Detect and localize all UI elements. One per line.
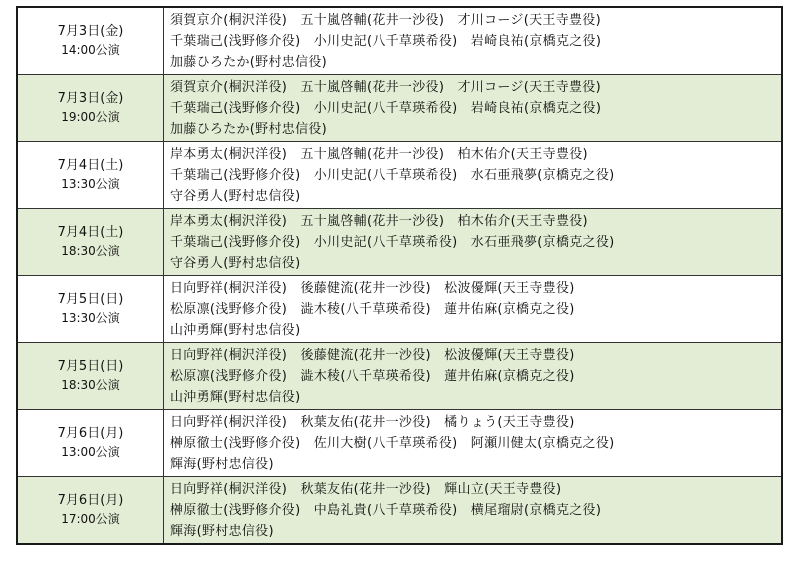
performance-time: 13:30公演	[61, 177, 120, 191]
cast-line: 岸本勇太(桐沢洋役) 五十嵐啓輔(花井一沙役) 柏木佑介(天王寺豊役)	[170, 213, 588, 229]
performance-date: 7月6日(月)	[57, 493, 124, 508]
cast-line: 日向野祥(桐沢洋役) 秋葉友佑(花井一沙役) 輝山立(天王寺豊役)	[170, 481, 562, 497]
cast-line: 松原凛(浅野修介役) 澁木稜(八千草瑛希役) 蓮井佑麻(京橋克之役)	[170, 368, 575, 384]
cast-cell	[164, 7, 783, 75]
date-cell	[17, 209, 164, 276]
performance-row	[17, 75, 782, 142]
cast-line: 山沖勇輝(野村忠信役)	[170, 389, 301, 405]
performance-row	[17, 142, 782, 209]
cast-line: 千葉瑞己(浅野修介役) 小川史記(八千草瑛希役) 水石亜飛夢(京橋克之役)	[170, 234, 615, 250]
cast-line: 千葉瑞己(浅野修介役) 小川史記(八千草瑛希役) 岩崎良祐(京橋克之役)	[170, 100, 602, 116]
date-cell	[17, 343, 164, 410]
performance-time: 13:00公演	[61, 445, 120, 459]
date-cell	[17, 276, 164, 343]
cast-line: 松原凛(浅野修介役) 澁木稜(八千草瑛希役) 蓮井佑麻(京橋克之役)	[170, 301, 575, 317]
cast-line: 千葉瑞己(浅野修介役) 小川史記(八千草瑛希役) 水石亜飛夢(京橋克之役)	[170, 167, 615, 183]
performance-time: 14:00公演	[61, 43, 120, 57]
cast-line: 千葉瑞己(浅野修介役) 小川史記(八千草瑛希役) 岩崎良祐(京橋克之役)	[170, 33, 602, 49]
cast-line: 須賀京介(桐沢洋役) 五十嵐啓輔(花井一沙役) 才川コージ(天王寺豊役)	[170, 79, 601, 95]
cast-cell	[164, 276, 783, 343]
date-cell	[17, 410, 164, 477]
performance-row	[17, 343, 782, 410]
cast-cell	[164, 209, 783, 276]
cast-line: 須賀京介(桐沢洋役) 五十嵐啓輔(花井一沙役) 才川コージ(天王寺豊役)	[170, 12, 601, 28]
performance-time: 17:00公演	[61, 512, 120, 526]
performance-date: 7月4日(土)	[57, 158, 124, 173]
performance-row	[17, 276, 782, 343]
cast-cell	[164, 477, 783, 545]
performance-time: 13:30公演	[61, 311, 120, 325]
date-cell	[17, 142, 164, 209]
date-cell	[17, 75, 164, 142]
performance-date: 7月4日(土)	[57, 225, 124, 240]
performance-time: 18:30公演	[61, 378, 120, 392]
cast-line: 榊原徹士(浅野修介役) 中島礼貴(八千草瑛希役) 横尾瑠尉(京橋克之役)	[170, 502, 602, 518]
cast-line: 守谷勇人(野村忠信役)	[170, 255, 301, 271]
cast-line: 輝海(野村忠信役)	[170, 523, 274, 539]
cast-line: 加藤ひろたか(野村忠信役)	[170, 121, 328, 137]
date-cell	[17, 477, 164, 545]
cast-line: 日向野祥(桐沢洋役) 後藤健流(花井一沙役) 松波優輝(天王寺豊役)	[170, 347, 575, 363]
performance-time: 19:00公演	[61, 110, 120, 124]
cast-line: 榊原徹士(浅野修介役) 佐川大樹(八千草瑛希役) 阿瀬川健太(京橋克之役)	[170, 435, 615, 451]
cast-cell	[164, 343, 783, 410]
performance-row	[17, 477, 782, 545]
performance-date: 7月6日(月)	[57, 426, 124, 441]
cast-line: 加藤ひろたか(野村忠信役)	[170, 54, 328, 70]
cast-cell	[164, 142, 783, 209]
performance-row	[17, 410, 782, 477]
performance-date: 7月5日(日)	[57, 359, 124, 374]
cast-line: 輝海(野村忠信役)	[170, 456, 274, 472]
cast-line: 日向野祥(桐沢洋役) 秋葉友佑(花井一沙役) 橘りょう(天王寺豊役)	[170, 414, 575, 430]
cast-cell	[164, 75, 783, 142]
cast-line: 守谷勇人(野村忠信役)	[170, 188, 301, 204]
performance-time: 18:30公演	[61, 244, 120, 258]
cast-cell	[164, 410, 783, 477]
performance-row	[17, 7, 782, 75]
performance-row	[17, 209, 782, 276]
cast-line: 日向野祥(桐沢洋役) 後藤健流(花井一沙役) 松波優輝(天王寺豊役)	[170, 280, 575, 296]
performance-schedule-table	[16, 6, 783, 545]
performance-date: 7月3日(金)	[57, 24, 124, 39]
cast-line: 山沖勇輝(野村忠信役)	[170, 322, 301, 338]
performance-date: 7月5日(日)	[57, 292, 124, 307]
date-cell	[17, 7, 164, 75]
cast-line: 岸本勇太(桐沢洋役) 五十嵐啓輔(花井一沙役) 柏木佑介(天王寺豊役)	[170, 146, 588, 162]
performance-date: 7月3日(金)	[57, 91, 124, 106]
